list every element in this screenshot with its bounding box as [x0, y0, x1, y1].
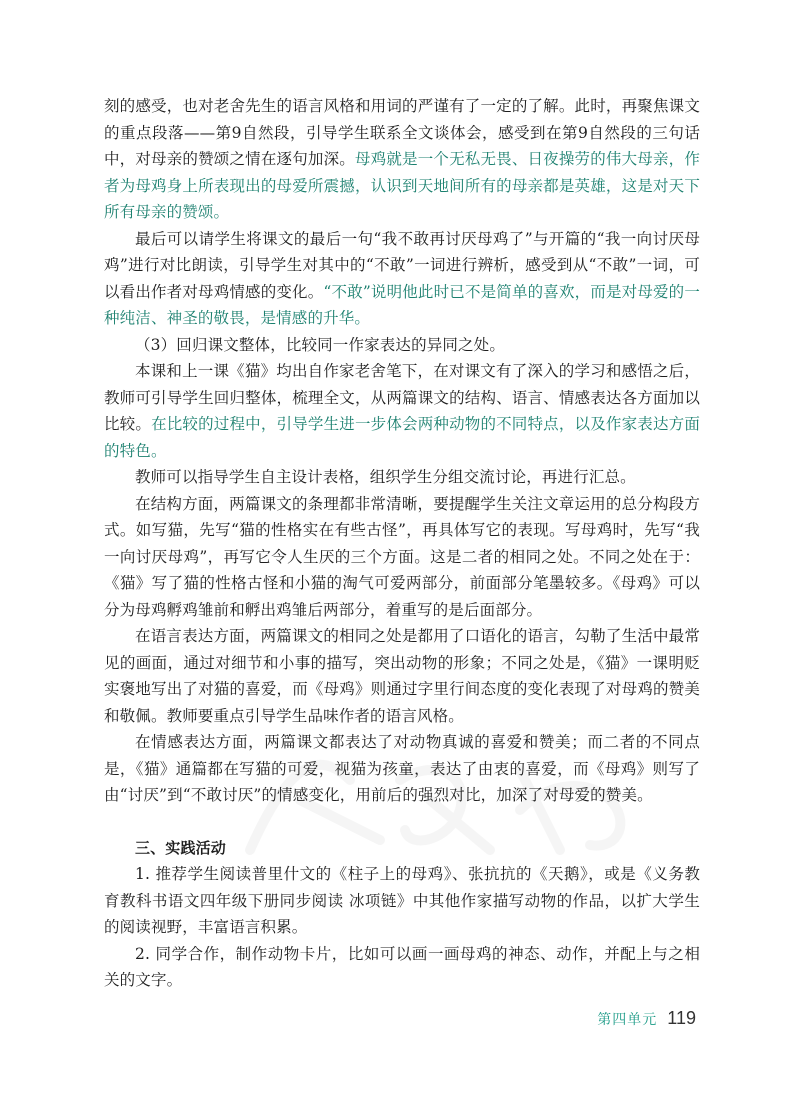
highlighted-sentence: 在比较的过程中，引导学生进一步体会两种动物的不同特点，以及作家表达方面的特色。 [104, 415, 700, 460]
body-text [104, 93, 700, 994]
page-number: 119 [667, 1008, 696, 1028]
paragraph [104, 332, 700, 359]
paragraph-text: 三、实践活动 [135, 838, 226, 857]
paragraph [104, 941, 700, 994]
paragraph-text: 教师可以指导学生自主设计表格，组织学生分组交流讨论，再进行汇总。 [135, 468, 636, 486]
paragraph [104, 358, 700, 464]
paragraph-text: 最后可以请学生将课文的最后一句“我不敢再讨厌母鸡了”与开篇的“我一向讨厌母鸡”进行对比朗读，引导学生对其中的“不敢”一词进行辨析，感受到从“不敢”一词，可以看出作者对母鸡情感的变化。 [104, 229, 700, 301]
paragraph [104, 861, 700, 941]
paragraph-text: 在语言表达方面，两篇课文的相同之处是都用了口语化的语言，勾勒了生活中最常见的画面，通过对细节和小事的描写，突出动物的形象；不同之处是，《猫》一课明贬实褒地写出了对猫的喜爱，而《母鸡》则通过字里行间态度的变化表现了对母鸡的赞美和敬佩。教师要重点引导学生品味作者的语言风格。 [104, 627, 700, 725]
paragraph-text: 2. 同学合作，制作动物卡片，比如可以画一画母鸡的神态、动作，并配上与之相关的文字。 [104, 944, 700, 989]
unit-label: 第四单元 [597, 1012, 658, 1028]
page-footer [597, 1008, 696, 1029]
paragraph-text: 本课和上一课《猫》均出自作家老舍笔下，在对课文有了深入的学习和感悟之后，教师可引导学生回归整体，梳理全文，从两篇课文的结构、语言、情感表达各方面加以比较。 [104, 362, 700, 433]
highlighted-sentence: 母鸡就是一个无私无畏、日夜操劳的伟大母亲，作者为母鸡身上所表现出的母爱所震撼，认识到天地间所有的母亲都是英雄，这是对天下所有母亲的赞颂。 [104, 150, 700, 221]
section-heading [104, 835, 700, 862]
paragraph [104, 729, 700, 809]
highlighted-sentence: “不敢”说明他此时已不是简单的喜欢，而是对母爱的一种纯洁、神圣的敬畏，是情感的升华。 [104, 282, 700, 327]
paragraph [104, 623, 700, 729]
paragraph [104, 491, 700, 624]
paragraph-text: 在情感表达方面，两篇课文都表达了对动物真诚的喜爱和赞美；而二者的不同点是，《猫》通篇都在写猫的可爱，视猫为孩童，表达了由衷的喜爱，而《母鸡》则写了由“讨厌”到“不敢讨厌”的情感变化，用前后的强烈对比，加深了对母爱的赞美。 [104, 733, 700, 804]
paragraph-text: 1. 推荐学生阅读普里什文的《柱子上的母鸡》、张抗抗的《天鹅》，或是《义务教育教科书语文四年级下册同步阅读 冰项链》中其他作家描写动物的作品，以扩大学生的阅读视野，丰富语言积累。 [104, 865, 700, 936]
paragraph [104, 93, 700, 226]
paragraph [104, 226, 700, 332]
paragraph-text: 在结构方面，两篇课文的条理都非常清晰，要提醒学生关注文章运用的总分构段方式。如写猫，先写“猫的性格实在有些古怪”，再具体写它的表现。写母鸡时，先写“我一向讨厌母鸡”，再写它令人生厌的三个方面。这是二者的相同之处。不同之处在于：《猫》写了猫的性格古怪和小猫的淘气可爱两部分，前面部分笔墨较多。《母鸡》可以分为母鸡孵鸡雏前和孵出鸡雏后两部分，着重写的是后面部分。 [104, 494, 700, 619]
paragraph-text: （3）回归课文整体，比较同一作家表达的异同之处。 [135, 335, 505, 354]
paragraph [104, 464, 700, 491]
paragraph-text: 刻的感受，也对老舍先生的语言风格和用词的严谨有了一定的了解。此时，再聚焦课文的重点段落——第9自然段，引导学生联系全文谈体会，感受到在第9自然段的三句话中，对母亲的赞颂之情在逐句加深。 [104, 97, 700, 168]
